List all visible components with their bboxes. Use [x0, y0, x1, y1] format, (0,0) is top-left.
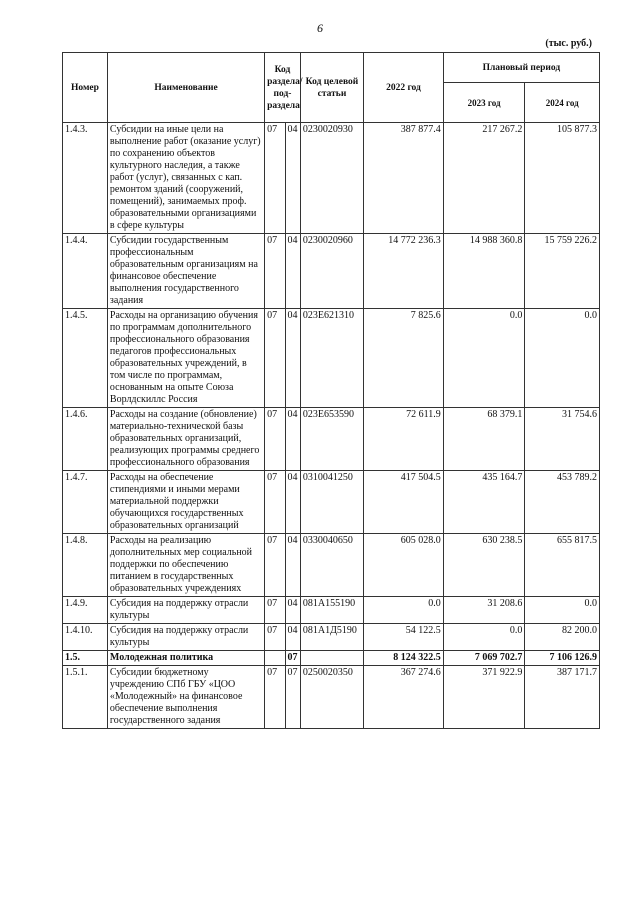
header-2023: 2023 год: [443, 83, 525, 123]
row-section-code: 07: [265, 234, 285, 309]
row-value-2022: 8 124 322.5: [364, 651, 444, 666]
row-target-code: 0330040650: [300, 534, 363, 597]
row-value-2024: 0.0: [525, 597, 600, 624]
row-number: 1.4.5.: [63, 309, 108, 408]
row-value-2023: 68 379.1: [443, 408, 525, 471]
row-number: 1.4.7.: [63, 471, 108, 534]
row-subsection-code: 04: [285, 471, 300, 534]
row-target-code: [300, 651, 363, 666]
row-subsection-code: 04: [285, 234, 300, 309]
table-row: [63, 597, 600, 624]
row-subsection-code: 04: [285, 309, 300, 408]
row-value-2022: 387 877.4: [364, 123, 444, 234]
row-section-code: 07: [265, 597, 285, 624]
row-value-2023: 630 238.5: [443, 534, 525, 597]
row-value-2023: 31 208.6: [443, 597, 525, 624]
row-section-code: 07: [265, 666, 285, 729]
row-subsection-code: 04: [285, 624, 300, 651]
row-value-2023: 0.0: [443, 309, 525, 408]
row-section-code: [265, 651, 285, 666]
row-target-code: 0250020350: [300, 666, 363, 729]
row-name: Субсидии на иные цели на выполнение работ (оказание услуг) по сохранению объектов культурного наследия, а также работ (услуг), связанных с кап. ремонтом зданий (сооружений, помещений), занимаемых проф. образовательными организациями в сфере культуры: [107, 123, 264, 234]
row-number: 1.4.10.: [63, 624, 108, 651]
row-target-code: 081А1Д5190: [300, 624, 363, 651]
row-number: 1.5.1.: [63, 666, 108, 729]
row-section-code: 07: [265, 534, 285, 597]
row-value-2024: 82 200.0: [525, 624, 600, 651]
row-value-2022: 14 772 236.3: [364, 234, 444, 309]
table-row: [63, 309, 600, 408]
row-section-code: 07: [265, 471, 285, 534]
row-value-2022: 54 122.5: [364, 624, 444, 651]
row-section-code: 07: [265, 408, 285, 471]
row-subsection-code: 04: [285, 408, 300, 471]
row-value-2024: 0.0: [525, 309, 600, 408]
row-target-code: 0230020930: [300, 123, 363, 234]
table-row: [63, 624, 600, 651]
row-name: Молодежная политика: [107, 651, 264, 666]
row-name: Расходы на создание (обновление) материально-технической базы образовательных организаций, реализующих программы среднего профессионального образования: [107, 408, 264, 471]
row-name: Расходы на обеспечение стипендиями и иными мерами материальной поддержки обучающихся государственных образовательных организаций: [107, 471, 264, 534]
row-value-2023: 435 164.7: [443, 471, 525, 534]
row-value-2022: 72 611.9: [364, 408, 444, 471]
row-section-code: 07: [265, 624, 285, 651]
row-value-2022: 0.0: [364, 597, 444, 624]
row-section-code: 07: [265, 123, 285, 234]
row-subsection-code: 04: [285, 123, 300, 234]
row-value-2022: 367 274.6: [364, 666, 444, 729]
row-target-code: 023Е653590: [300, 408, 363, 471]
budget-table: [62, 52, 600, 729]
row-target-code: 023Е621310: [300, 309, 363, 408]
row-value-2022: 605 028.0: [364, 534, 444, 597]
row-target-code: 0310041250: [300, 471, 363, 534]
row-number: 1.4.6.: [63, 408, 108, 471]
row-number: 1.4.9.: [63, 597, 108, 624]
page-number: 6: [317, 21, 323, 35]
table-row: [63, 534, 600, 597]
table-row: [63, 408, 600, 471]
header-number: Номер: [63, 53, 108, 123]
row-name: Субсидия на поддержку отрасли культуры: [107, 597, 264, 624]
row-value-2022: 417 504.5: [364, 471, 444, 534]
header-section-code: Код раздела/ под-раздела: [265, 53, 301, 123]
table-row: [63, 123, 600, 234]
row-value-2022: 7 825.6: [364, 309, 444, 408]
row-number: 1.5.: [63, 651, 108, 666]
row-subsection-code: 04: [285, 597, 300, 624]
table-row: [63, 666, 600, 729]
row-number: 1.4.4.: [63, 234, 108, 309]
row-name: Субсидия на поддержку отрасли культуры: [107, 624, 264, 651]
table-row: [63, 234, 600, 309]
row-name: Расходы на реализацию дополнительных мер социальной поддержки по обеспечению питанием в государственных образовательных учреждениях: [107, 534, 264, 597]
row-name: Субсидии бюджетному учреждению СПб ГБУ «ЦОО «Молодежный» на финансовое обеспечение выполнения государственного задания: [107, 666, 264, 729]
row-number: 1.4.3.: [63, 123, 108, 234]
header-2024: 2024 год: [525, 83, 600, 123]
row-subsection-code: 04: [285, 534, 300, 597]
row-value-2024: 31 754.6: [525, 408, 600, 471]
row-value-2024: 7 106 126.9: [525, 651, 600, 666]
row-value-2024: 387 171.7: [525, 666, 600, 729]
table-row: [63, 471, 600, 534]
row-value-2023: 371 922.9: [443, 666, 525, 729]
units-label: (тыс. руб.): [545, 38, 592, 49]
row-value-2024: 15 759 226.2: [525, 234, 600, 309]
row-number: 1.4.8.: [63, 534, 108, 597]
row-subsection-code: 07: [285, 651, 300, 666]
header-target-code: Код целевой статьи: [300, 53, 363, 123]
table-row: [63, 651, 600, 666]
row-value-2023: 0.0: [443, 624, 525, 651]
row-subsection-code: 07: [285, 666, 300, 729]
header-name: Наименование: [107, 53, 264, 123]
row-target-code: 0230020960: [300, 234, 363, 309]
row-value-2023: 14 988 360.8: [443, 234, 525, 309]
row-name: Расходы на организацию обучения по программам дополнительного профессионального образования педагогов профессиональных образовательных учреждений, в том числе по программам, основанным на опыте Союза Ворлдскиллс Россия: [107, 309, 264, 408]
row-value-2024: 655 817.5: [525, 534, 600, 597]
row-value-2024: 105 877.3: [525, 123, 600, 234]
header-2022: 2022 год: [364, 53, 444, 123]
header-planned-period: Плановый период: [443, 53, 599, 83]
row-value-2023: 7 069 702.7: [443, 651, 525, 666]
row-value-2023: 217 267.2: [443, 123, 525, 234]
row-value-2024: 453 789.2: [525, 471, 600, 534]
row-target-code: 081А155190: [300, 597, 363, 624]
row-name: Субсидии государственным профессиональным образовательным организациям на финансовое обеспечение выполнения государственного задания: [107, 234, 264, 309]
row-section-code: 07: [265, 309, 285, 408]
